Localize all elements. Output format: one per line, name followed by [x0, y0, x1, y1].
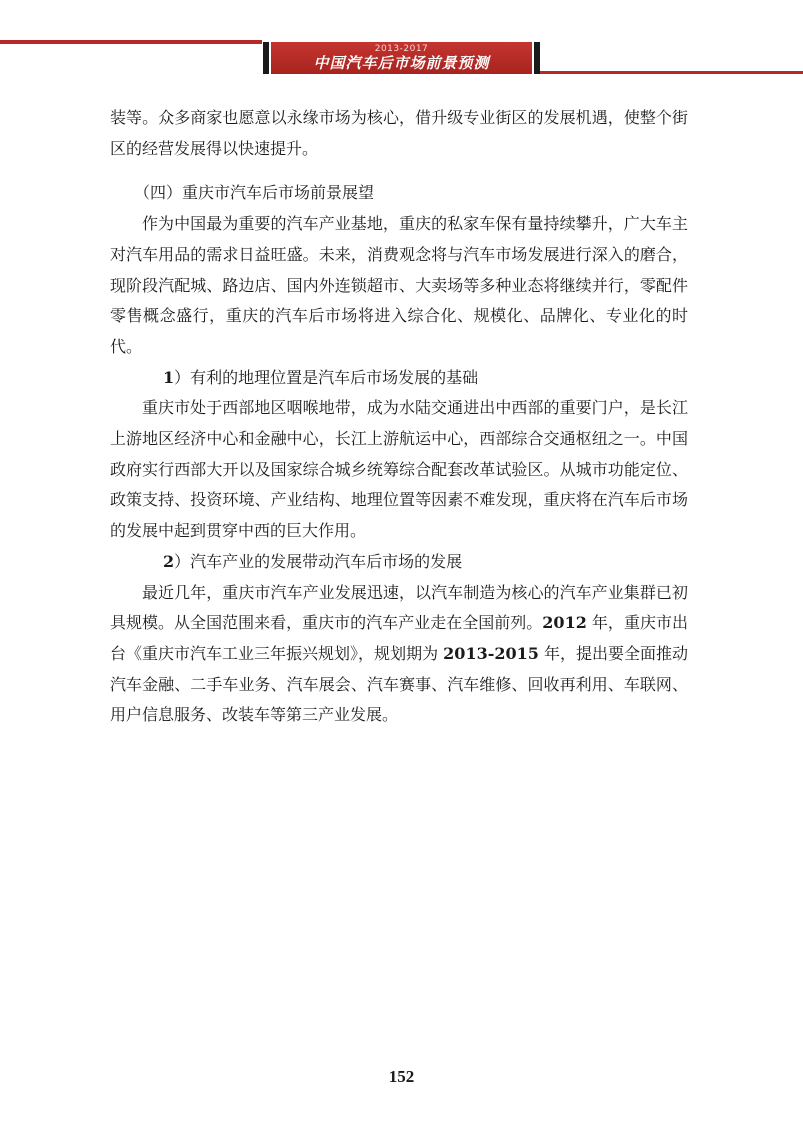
- text-run: 年，重庆市出台《重庆市汽车工业三年振兴规划》，规划期为: [110, 613, 688, 663]
- page-body: [110, 103, 688, 731]
- paragraph-outlook: 作为中国最为重要的汽车产业基地，重庆的私家车保有量持续攀升，广大车主对汽车用品的需求日益旺盛。未来，消费观念将与汽车市场发展进行深入的磨合，现阶段汽配城、路边店、国内外连锁超市、大卖场等多种业态将继续并行，零配件零售概念盛行，重庆的汽车后市场将进入综合化、规模化、品牌化、专业化的时代。: [110, 214, 688, 356]
- text-run: 最近几年，重庆市汽车产业发展迅速，以汽车制造为核心的汽车产业集群已初具规模。从全国范围来看，重庆市的汽车产业走在全国前列。: [110, 582, 688, 633]
- paragraph-continuation: 装等。众多商家也愿意以永缘市场为核心，借升级专业街区的发展机遇，使整个街区的经营发展得以快速提升。: [110, 108, 688, 158]
- text-run: 年，提出要全面推动汽车金融、二手车业务、汽车展会、汽车赛事、汽车维修、回收再利用、车联网、用户信息服务、改装车等第三产业发展。: [110, 643, 688, 725]
- header-bar-left: [263, 42, 269, 74]
- year-number: 2012: [542, 613, 587, 633]
- header-rule-right: [540, 71, 803, 74]
- header-banner: [271, 42, 532, 74]
- subheading-number: 2: [163, 551, 175, 571]
- subheading-text: ）有利的地理位置是汽车后市场发展的基础: [174, 367, 479, 387]
- paragraph-industry: [110, 578, 688, 732]
- header-bar-right: [534, 42, 540, 74]
- page-number: 152: [388, 1067, 415, 1086]
- header-rule-left: [0, 40, 262, 44]
- section-heading: （四）重庆市汽车后市场前景展望: [134, 183, 375, 203]
- subheading-text: ）汽车产业的发展带动汽车后市场的发展: [174, 551, 463, 571]
- subheading-number: 1: [163, 367, 175, 387]
- year-range: 2013-2015: [443, 643, 539, 663]
- subheading-geography: [110, 363, 688, 394]
- subheading-industry: [110, 547, 688, 578]
- header-title: 中国汽车后市场前景预测: [313, 54, 490, 72]
- paragraph-geography: 重庆市处于西部地区咽喉地带，成为水陆交通进出中西部的重要门户，是长江上游地区经济中心和金融中心，长江上游航运中心，西部综合交通枢纽之一。中国政府实行西部大开以及国家综合城乡统筹综合配套改革试验区。从城市功能定位、政策支持、投资环境、产业结构、地理位置等因素不难发现，重庆将在汽车后市场的发展中起到贯穿中西的巨大作用。: [110, 398, 688, 541]
- header-years: 2013-2017: [374, 44, 429, 54]
